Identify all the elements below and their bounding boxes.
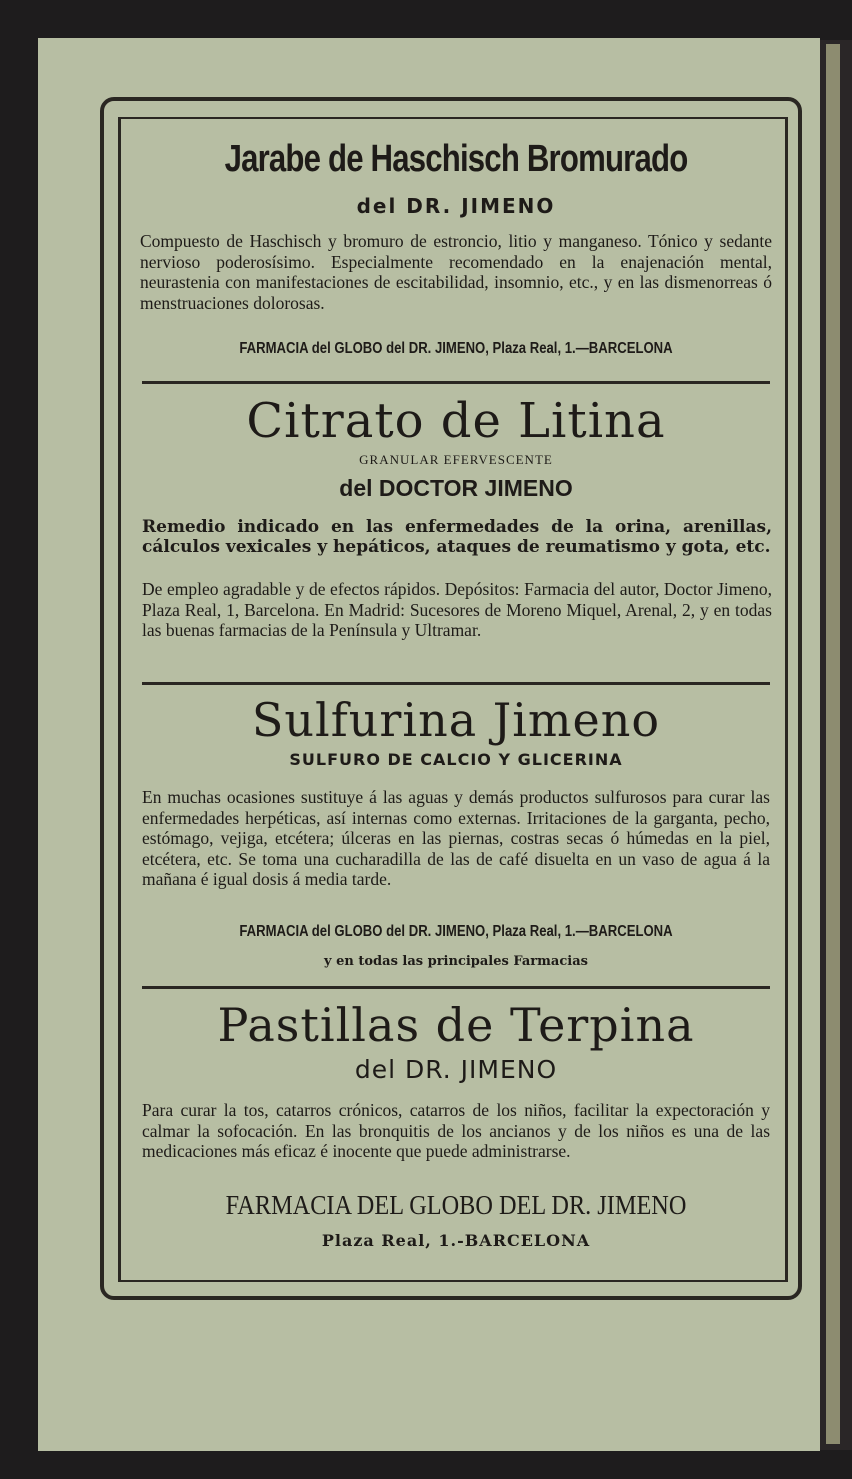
ad2-bold-body: Remedio indicado en las enfermedades de la orina, arenillas, cálculos vexicales y hepáticos, ataques de reumatismo y gota, etc.	[142, 517, 772, 557]
ad3-body: En muchas ocasiones sustituye á las aguas y demás productos sulfurosos para curar las enfermedades herpéticas, así internas como externas. Irritaciones de la garganta, pecho, estómago, vejiga, etcétera; úlceras en las piernas, costras secas ó húmedas en la piel, etcétera, etc. Se toma una cucharadilla de las de café disuelta en un vaso de agua á la mañana é igual dosis á media tarde.	[142, 787, 770, 889]
divider-1	[142, 381, 770, 384]
ad3-small-note: y en todas las principales Farmacias	[324, 954, 588, 969]
ad4-address: Plaza Real, 1.-BARCELONA	[321, 1231, 591, 1250]
ad1-farmacia: FARMACIA del GLOBO del DR. JIMENO, Plaza Real, 1.—BARCELONA	[239, 340, 673, 357]
ad4-farmacia: FARMACIA DEL GLOBO DEL DR. JIMENO	[225, 1190, 687, 1220]
divider-2	[142, 682, 770, 685]
ad2-title: Citrato de Litina	[246, 393, 666, 449]
ad3-title: Sulfurina Jimeno	[251, 693, 661, 747]
ad1-title: Jarabe de Haschisch Bromurado	[224, 138, 688, 180]
ad3-subtitle: SULFURO DE CALCIO Y GLICERINA	[289, 750, 623, 769]
ad2-small-label: GRANULAR EFERVESCENTE	[359, 452, 553, 467]
ad1-body: Compuesto de Haschisch y bromuro de estroncio, litio y manganeso. Tónico y sedante nervioso poderosísimo. Especialmente recomendado en la enajenación mental, neurastenia con manifestaciones de escitabilidad, insomnio, etc., y en las dismenorreas ó menstruaciones dolorosas.	[140, 231, 772, 313]
ad1-subtitle: del DR. JIMENO	[356, 194, 556, 218]
ad4-subtitle: del DR. JIMENO	[354, 1055, 558, 1084]
page-edge	[826, 44, 840, 1444]
ad4-body: Para curar la tos, catarros crónicos, catarros de los niños, facilitar la expectoración y calmar la sofocación. En las bronquitis de los ancianos y de los niños es una de las medicaciones más eficaz é inocente que puede administrarse.	[142, 1100, 770, 1161]
ad4-title: Pastillas de Terpina	[217, 998, 695, 1052]
ad2-subtitle: del DOCTOR JIMENO	[339, 475, 573, 501]
ad2-body: De empleo agradable y de efectos rápidos. Depósitos: Farmacia del autor, Doctor Jimeno, Plaza Real, 1, Barcelona. En Madrid: Sucesores de Moreno Miquel, Arenal, 2, y en todas las buenas farmacias de la Península y Ultramar.	[142, 579, 772, 640]
divider-3	[142, 986, 770, 989]
ad3-farmacia: FARMACIA del GLOBO del DR. JIMENO, Plaza Real, 1.—BARCELONA	[239, 923, 673, 940]
